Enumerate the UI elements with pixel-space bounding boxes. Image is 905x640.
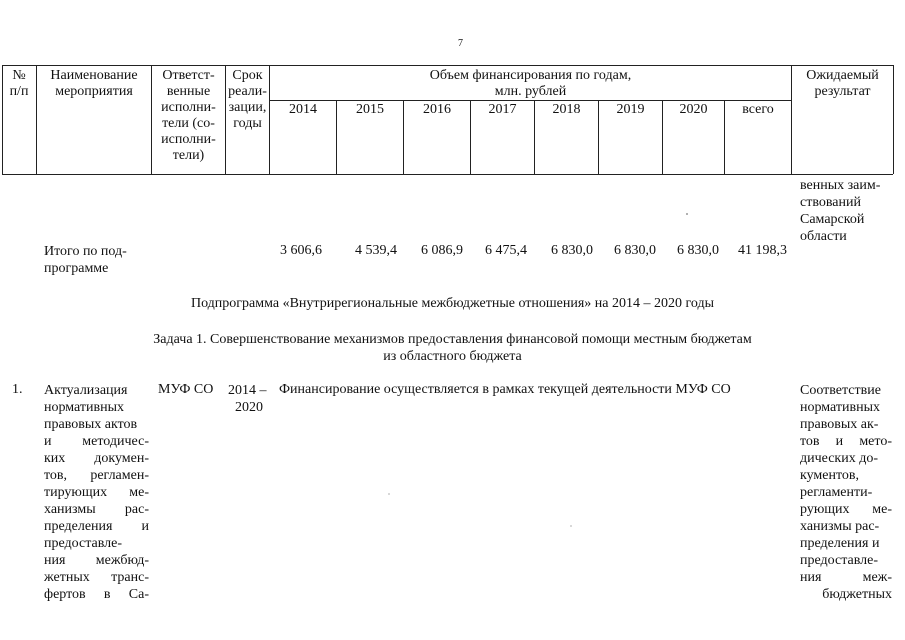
header-year-2014: 2014 xyxy=(289,102,317,117)
row-responsible: МУФ СО xyxy=(158,382,214,397)
row-number: 1. xyxy=(12,382,23,397)
page-number: 7 xyxy=(458,38,463,49)
header-result: Ожидаемый результат xyxy=(806,68,879,99)
total-2018: 6 830,0 xyxy=(551,243,593,258)
header-year-2015: 2015 xyxy=(356,102,384,117)
total-label: Итого по под- программе xyxy=(44,244,127,276)
subprogram-title: Подпрограмма «Внутрирегиональные межбюджетные отношения» на 2014 – 2020 годы xyxy=(190,296,715,311)
scan-speck xyxy=(388,493,390,495)
header-year-2018: 2018 xyxy=(552,102,581,117)
header-financing: Объем финансирования по годам, млн. рублей xyxy=(429,68,632,99)
scan-speck xyxy=(570,525,572,527)
total-2020: 6 830,0 xyxy=(677,243,719,258)
header-term: Срок реали- зации, годы xyxy=(228,68,267,131)
total-2019: 6 830,0 xyxy=(614,243,656,258)
header-name: Наименование мероприятия xyxy=(50,68,138,99)
header-year-total: всего xyxy=(742,102,774,117)
row-result: Соответствие нормативных правовых ак- тов и мето- дических до- кументов, регламенти- рующих ме- ханизмы рас- пределения и предоставле- ния меж- бюджетных xyxy=(800,383,892,602)
result-continuation: венных заим- ствований Самарской области xyxy=(800,178,881,244)
total-2017: 6 475,4 xyxy=(485,243,527,258)
scan-speck xyxy=(686,213,688,215)
header-responsible: Ответст- венные исполни- тели (со- исполни- тели) xyxy=(161,68,216,163)
header-year-2017: 2017 xyxy=(488,102,517,117)
header-year-2019: 2019 xyxy=(616,102,645,117)
total-2015: 4 539,4 xyxy=(355,243,397,258)
header-num: № п/п xyxy=(9,68,29,99)
header-year-2016: 2016 xyxy=(423,102,451,117)
row-financing: Финансирование осуществляется в рамках текущей деятельности МУФ СО xyxy=(279,382,731,397)
row-term: 2014 – 2020 xyxy=(228,383,267,415)
header-year-2020: 2020 xyxy=(679,102,708,117)
total-all: 41 198,3 xyxy=(738,243,787,258)
row-name: Актуализация нормативных правовых актов и методичес- ких докумен- тов, регламен- тирующих ме- ханизмы рас- пределения и предоставле- ния межбюд- жетных транс- фертов в Са- xyxy=(44,383,149,602)
total-2016: 6 086,9 xyxy=(421,243,463,258)
task-title: Задача 1. Совершенствование механизмов предоставления финансовой помощи местным бюджетам из областного бюджета xyxy=(153,332,752,364)
total-2014: 3 606,6 xyxy=(280,243,322,258)
